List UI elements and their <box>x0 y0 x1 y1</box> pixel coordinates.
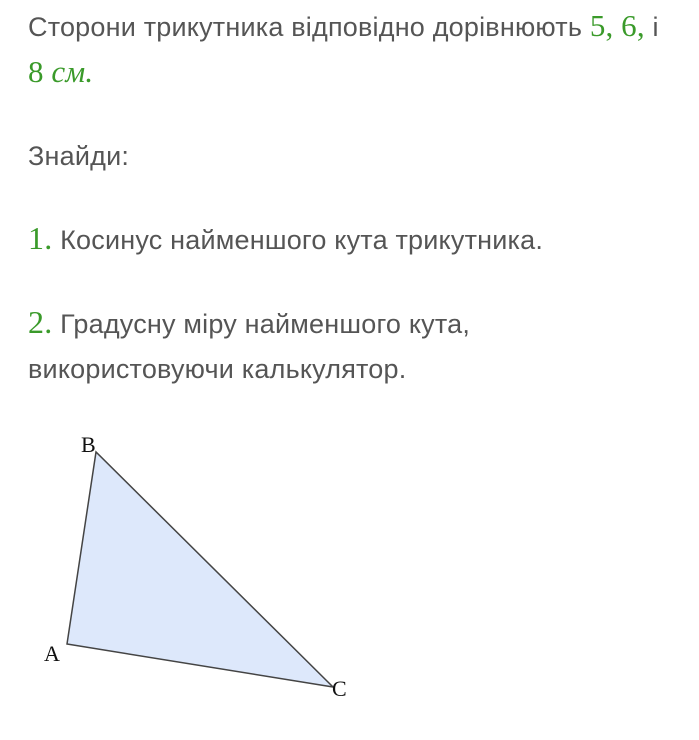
vertex-label-c: C <box>332 676 347 701</box>
side-b-value: 6 <box>621 8 637 43</box>
side-c-value: 8 <box>28 54 44 89</box>
intro-text: Сторони трикутника відповідно дорівнюють <box>28 12 583 42</box>
vertex-label-a: A <box>44 641 60 666</box>
side-a-value: 5 <box>589 8 606 43</box>
task-1-text: Косинус найменшого кута трикутника. <box>60 225 544 255</box>
task-2-text-line-1: Градусну міру найменшого кута, <box>60 309 471 339</box>
find-label: Знайди: <box>28 141 130 171</box>
conjunction: і <box>652 12 659 42</box>
task-2-line-2: використовуючи калькулятор. <box>28 354 407 384</box>
task-1-number: 1. <box>28 220 53 256</box>
comma-2: , <box>636 8 645 43</box>
vertex-label-b: B <box>81 432 96 457</box>
task-2-number: 2. <box>28 304 53 340</box>
triangle-abc <box>67 452 333 687</box>
comma-1: , <box>605 8 614 43</box>
unit-label: см. <box>51 54 94 89</box>
